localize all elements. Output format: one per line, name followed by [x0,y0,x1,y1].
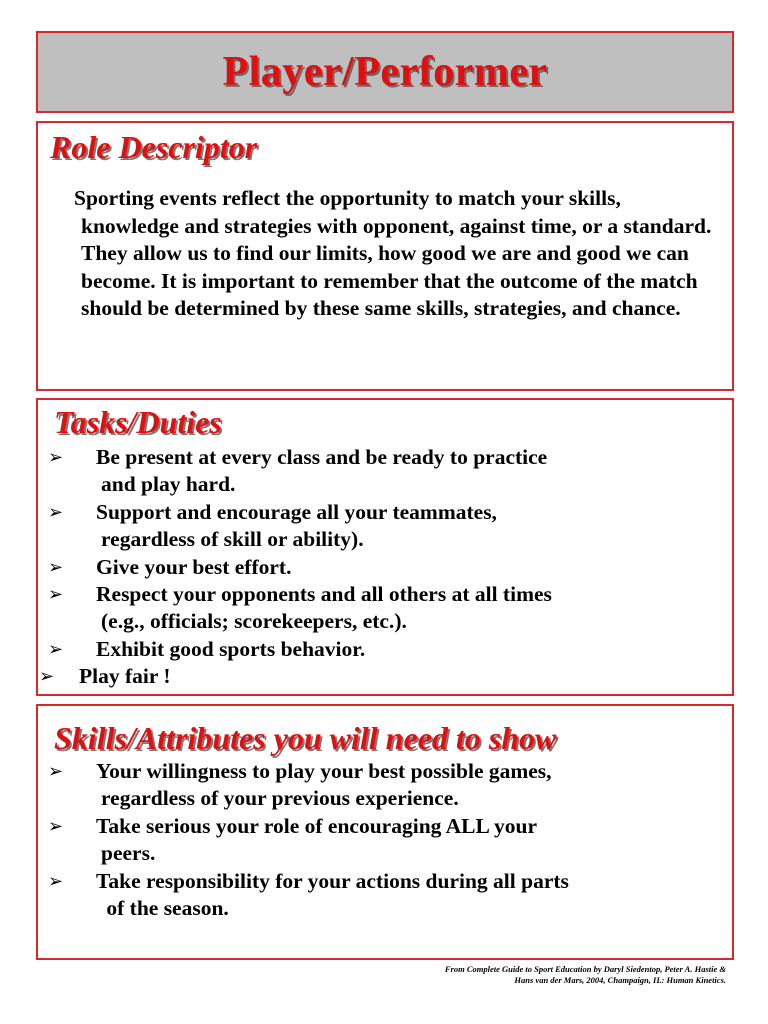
list-item [48,868,718,923]
arrowhead-bullet-icon: ➢ [48,638,64,660]
list-item-text: Your willingness to play your best possible games, [96,759,552,783]
list-item [48,636,718,663]
citation [306,964,726,986]
list-item [39,663,718,690]
skills-list [48,758,718,922]
list-item-text: Take responsibility for your actions during all parts [96,868,569,893]
page-title: Player/Performer [222,49,548,95]
arrowhead-bullet-icon: ➢ [48,870,64,892]
list-item-text: Support and encourage all your teammates, [96,499,497,524]
tasks-duties-section [36,398,734,696]
arrowhead-bullet-icon: ➢ [48,501,64,523]
list-item-continuation: of the season. [101,896,229,921]
citation-line: From Complete Guide to Sport Education by Daryl Siedentop, Peter A. Hastie & [444,964,726,974]
arrowhead-bullet-icon: ➢ [48,584,64,606]
list-item-text: Exhibit good sports behavior. [96,636,366,661]
list-item [48,554,718,581]
list-item-continuation: and play hard. [101,472,236,497]
arrowhead-bullet-icon: ➢ [48,815,64,837]
skills-attributes-section [36,704,734,960]
tasks-list [39,444,718,691]
list-item-continuation: peers. [101,841,156,866]
tasks-duties-heading: Tasks/Duties [54,404,222,440]
title-banner [36,31,734,113]
skills-attributes-heading: Skills/Attributes you will need to show [54,720,557,756]
list-item [48,444,718,499]
list-item [48,581,718,636]
role-descriptor-heading: Role Descriptor [50,129,258,165]
list-item-text: Play fair ! [79,664,171,689]
list-item-continuation: (e.g., officials; scorekeepers, etc.). [101,609,407,634]
list-item-text: Take serious your role of encouraging ALL your [96,813,537,838]
list-item [48,499,718,554]
arrowhead-bullet-icon: ➢ [48,556,64,578]
list-item-text: Respect your opponents and all others at all times [96,582,552,607]
list-item [48,758,718,813]
arrowhead-bullet-icon: ➢ [48,447,64,468]
list-item-continuation: regardless of your previous experience. [101,786,459,811]
list-item-continuation: regardless of skill or ability). [101,527,364,552]
list-item-text: Be present at every class and be ready to practice [96,445,548,469]
role-descriptor-section [36,121,734,391]
list-item [48,813,718,868]
role-descriptor-text: Sporting events reflect the opportunity to match your skills, knowledge and strategies with opponent, against time, or a standard. They allow us to find our limits, how good we are and good we can become. It is important to remember that the outcome of the match should be determined by these same skills, strategies, and chance. [74,186,712,320]
citation-line: Hans van der Mars, 2004, Champaign, IL: Human Kinetics. [514,975,726,985]
arrowhead-bullet-icon: ➢ [39,666,55,688]
list-item-text: Give your best effort. [96,554,292,579]
arrowhead-bullet-icon: ➢ [48,761,64,782]
